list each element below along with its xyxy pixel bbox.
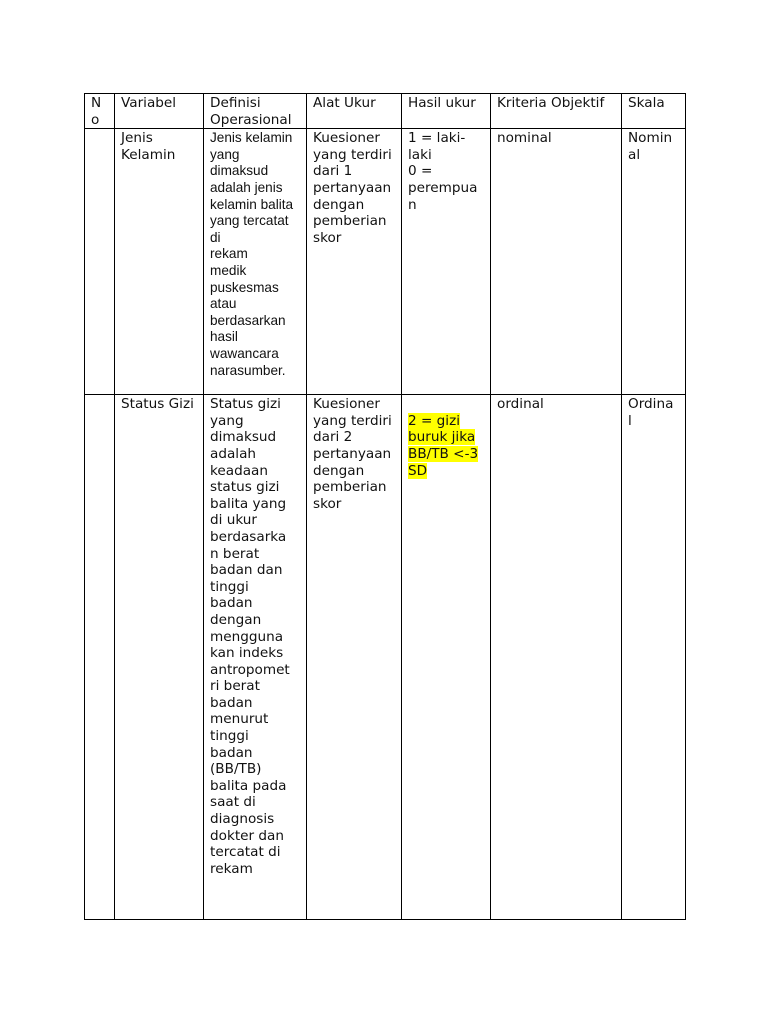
def-line: Jenis kelamin — [210, 130, 293, 146]
header-hasil-ukur: Hasil ukur — [402, 94, 491, 129]
row1-kriteria: nominal — [491, 129, 622, 395]
row2-skala: Ordina l — [622, 395, 686, 920]
header-no: N o — [85, 94, 115, 129]
def-line: yang tercatat — [210, 213, 289, 229]
def-line: narasumber. — [210, 362, 286, 378]
row2-alat-ukur: Kuesioner yang terdiri dari 2 pertanyaan dengan pemberian skor — [307, 395, 402, 920]
row2-kriteria: ordinal — [491, 395, 622, 920]
def-line: puskesmas — [210, 279, 279, 295]
def-line: hasil — [210, 329, 238, 345]
header-skala: Skala — [622, 94, 686, 129]
table-row — [85, 395, 686, 920]
table-header-row — [85, 94, 686, 129]
def-line: kelamin balita — [210, 196, 294, 212]
operational-definition-table — [84, 93, 686, 920]
def-line: medik — [210, 262, 247, 278]
def-line: atau — [210, 296, 237, 312]
header-kriteria: Kriteria Objektif — [491, 94, 622, 129]
row1-alat-ukur: Kuesioner yang terdiri dari 1 pertanyaan dengan pemberian skor — [307, 129, 402, 395]
def-line: berdasarkan — [210, 312, 286, 328]
header-definisi: Definisi Operasional — [204, 94, 307, 129]
def-line: dimaksud — [210, 163, 269, 179]
row1-variabel: Jenis Kelamin — [115, 129, 204, 395]
highlighted-result: 2 = gizi buruk jika BB/TB <-3 SD — [408, 412, 479, 479]
row2-variabel: Status Gizi — [115, 395, 204, 920]
row1-definisi — [204, 129, 307, 395]
def-line: yang — [210, 146, 240, 162]
row1-no — [85, 129, 115, 395]
def-line: di rekam — [210, 229, 248, 262]
def-line: wawancara — [210, 345, 279, 361]
row1-hasil-ukur: 1 = laki- laki 0 = perempua n — [402, 129, 491, 395]
row1-skala: Nomin al — [622, 129, 686, 395]
row2-definisi: Status gizi yang dimaksud adalah keadaan status gizi balita yang di ukur berdasarka n berat badan dan tinggi badan dengan mengguna kan indeks antropomet ri berat badan menurut tinggi badan (BB/TB) balita pada saat di diagnosis dokter dan tercatat di rekam — [204, 395, 307, 920]
table-row — [85, 129, 686, 395]
header-variabel: Variabel — [115, 94, 204, 129]
row2-hasil-ukur — [402, 395, 491, 920]
def-line: adalah jenis — [210, 179, 283, 195]
header-alat-ukur: Alat Ukur — [307, 94, 402, 129]
row2-no — [85, 395, 115, 920]
